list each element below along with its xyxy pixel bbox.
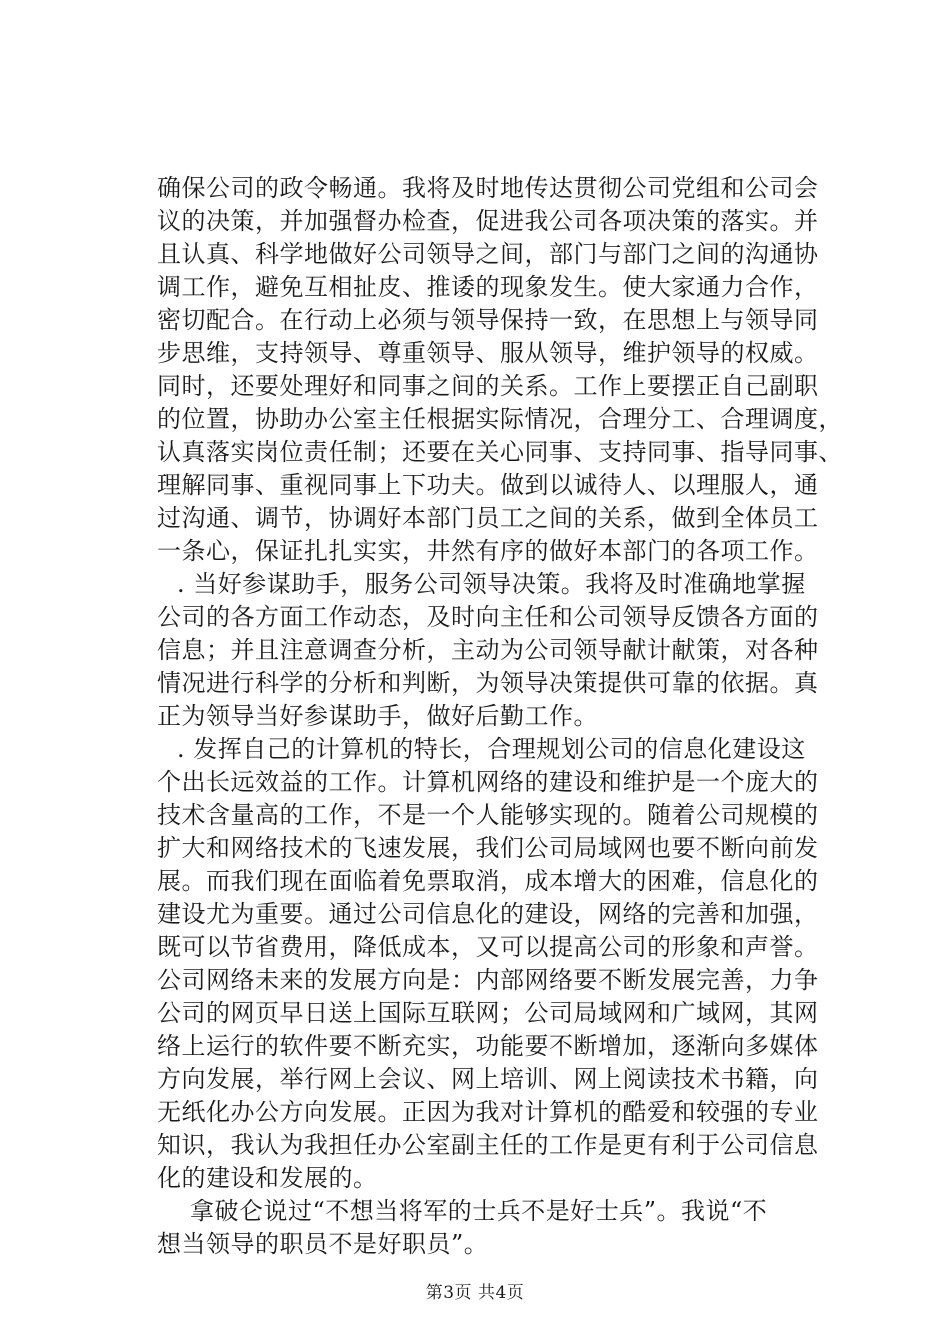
text-line: 确保公司的政令畅通。我将及时地传达贯彻公司党组和公司会 xyxy=(157,174,819,202)
text-line: 调工作，避免互相扯皮、推诿的现象发生。使大家通力合作， xyxy=(157,273,819,301)
text-line: 无纸化办公方向发展。正因为我对计算机的酷爱和较强的专业 xyxy=(157,1098,819,1126)
page-footer xyxy=(0,1278,950,1303)
text-line: 认真落实岗位责任制；还要在关心同事、支持同事、指导同事、 xyxy=(157,438,843,466)
text-line: 信息；并且注意调查分析，主动为公司领导献计献策，对各种 xyxy=(157,636,819,664)
text-line: 展。而我们现在面临着免票取消，成本增大的困难，信息化的 xyxy=(157,867,819,895)
text-line: 过沟通、调节，协调好本部门员工之间的关系，做到全体员工 xyxy=(157,504,819,532)
text-line: 公司的各方面工作动态，及时向主任和公司领导反馈各方面的 xyxy=(157,603,819,631)
body-text xyxy=(157,172,843,1261)
text-line: 公司的网页早日送上国际互联网；公司局域网和广域网，其网 xyxy=(157,999,819,1027)
text-line: 方向发展，举行网上会议、网上培训、网上阅读技术书籍，向 xyxy=(157,1065,819,1093)
text-line: 个出长远效益的工作。计算机网络的建设和维护是一个庞大的 xyxy=(157,768,819,796)
text-line: 理解同事、重视同事上下功夫。做到以诚待人、以理服人，通 xyxy=(157,471,819,499)
paragraph-start-line: 拿破仑说过“不想当将军的士兵不是好士兵”。我说“不 xyxy=(190,1197,768,1225)
text-line: 步思维，支持领导、尊重领导、服从领导，维护领导的权威。 xyxy=(157,339,819,367)
text-line: 技术含量高的工作，不是一个人能够实现的。随着公司规模的 xyxy=(157,801,819,829)
text-line: 建设尤为重要。通过公司信息化的建设，网络的完善和加强， xyxy=(157,900,819,928)
text-line: 化的建设和发展的。 xyxy=(157,1164,378,1192)
paragraph-start-line: . 发挥自己的计算机的特长，合理规划公司的信息化建设这 xyxy=(177,735,806,763)
text-line: 的位置，协助办公室主任根据实际情况，合理分工、合理调度， xyxy=(157,405,843,433)
paragraph-start-line: . 当好参谋助手，服务公司领导决策。我将及时准确地掌握 xyxy=(177,570,806,598)
page-number-label: 第3页 共4页 xyxy=(425,1283,525,1303)
text-line: 一条心，保证扎扎实实，井然有序的做好本部门的各项工作。 xyxy=(157,537,819,565)
text-line: 知识，我认为我担任办公室副主任的工作是更有利于公司信息 xyxy=(157,1131,819,1159)
text-line: 密切配合。在行动上必须与领导保持一致，在思想上与领导同 xyxy=(157,306,819,334)
text-line: 且认真、科学地做好公司领导之间，部门与部门之间的沟通协 xyxy=(157,240,819,268)
text-line: 议的决策，并加强督办检查，促进我公司各项决策的落实。并 xyxy=(157,207,819,235)
text-line: 同时，还要处理好和同事之间的关系。工作上要摆正自己副职 xyxy=(157,372,819,400)
text-line: 正为领导当好参谋助手，做好后勤工作。 xyxy=(157,702,598,730)
text-line: 想当领导的职员不是好职员”。 xyxy=(157,1230,489,1258)
text-line: 络上运行的软件要不断充实，功能要不断增加，逐渐向多媒体 xyxy=(157,1032,819,1060)
text-line: 扩大和网络技术的飞速发展，我们公司局域网也要不断向前发 xyxy=(157,834,819,862)
text-line: 公司网络未来的发展方向是：内部网络要不断发展完善，力争 xyxy=(157,966,819,994)
text-line: 情况进行科学的分析和判断，为领导决策提供可靠的依据。真 xyxy=(157,669,819,697)
text-line: 既可以节省费用，降低成本，又可以提高公司的形象和声誉。 xyxy=(157,933,819,961)
